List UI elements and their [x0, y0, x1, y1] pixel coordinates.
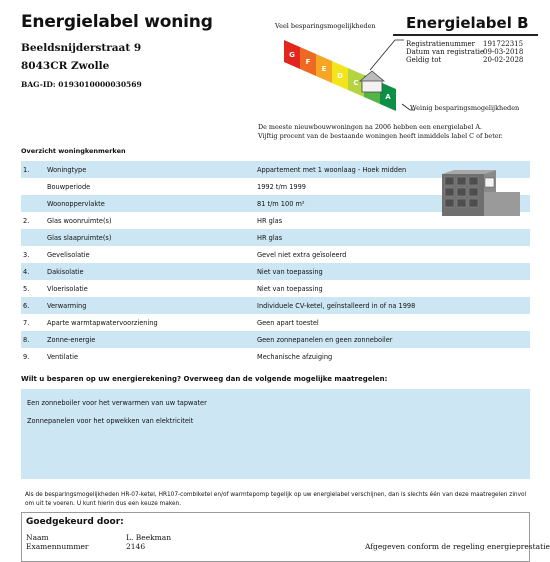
row-value: Appartement met 1 woonlaag - Hoek midden [257, 165, 407, 174]
bag-id: BAG-ID: 0193010000030569 [21, 80, 142, 89]
row-label: Zonne-energie [47, 335, 96, 344]
energy-letter: A [385, 93, 391, 101]
energy-letter: F [305, 58, 311, 66]
row-label: Gevelisolatie [47, 250, 90, 259]
approved-title: Goedgekeurd door: [26, 517, 124, 527]
row-number: 7. [23, 318, 30, 327]
info-label: Datum van registratie [406, 48, 485, 56]
info-date [406, 48, 524, 56]
row-label: Verwarming [47, 301, 87, 310]
info-valid [406, 56, 524, 64]
row-value: Mechanische afzuiging [257, 352, 333, 361]
row-label: Ventilatie [47, 352, 78, 361]
label-note: De meeste nieuwbouwwoningen na 2006 hebben een energielabel A. Vijftig procent van de bestaande woningen heeft inmiddels label C of beter. [258, 123, 503, 140]
energy-letter: C [353, 79, 359, 87]
row-label: Vloerisolatie [47, 284, 88, 293]
table-row [21, 263, 530, 280]
row-value: HR glas [257, 216, 283, 225]
title-divider [393, 34, 538, 36]
table-row [21, 297, 530, 314]
row-number: 8. [23, 335, 30, 344]
row-label: Woonoppervlakte [47, 199, 105, 208]
info-value: 09-03-2018 [483, 48, 524, 56]
house-icon [360, 71, 384, 92]
info-value: 20-02-2028 [483, 56, 524, 64]
row-label: Glas slaapruimte(s) [47, 233, 112, 242]
table-row [21, 280, 530, 297]
apartment-building-icon [440, 168, 524, 218]
row-label: Bouwperiode [47, 182, 91, 191]
name-label: Naam [26, 533, 49, 542]
row-label: Aparte warmtapwatervoorziening [47, 318, 158, 327]
footnote: Als de besparingsmogelijkheden HR-07-ketel, HR107-combiketel en/of warmtepomp tegelijk op uw energielabel verschijnen, dan is slechts één van deze maatregelen zinvol om uit te voeren. U kunt hierin dus een keuze maken. [25, 492, 527, 507]
row-value: 1992 t/m 1999 [257, 182, 306, 191]
page-title: Energielabel woning [21, 12, 213, 32]
table-row [21, 314, 530, 331]
advice-box [21, 389, 530, 479]
info-value: 191722315 [483, 40, 524, 48]
address-city: 8043CR Zwolle [21, 60, 110, 72]
row-number: 5. [23, 284, 30, 293]
energy-letter: D [337, 72, 343, 80]
row-number: 6. [23, 301, 30, 310]
address-street: Beeldsnijderstraat 9 [21, 42, 142, 54]
row-number: 2. [23, 216, 30, 225]
table-row [21, 246, 530, 263]
table-row [21, 229, 530, 246]
row-number: 3. [23, 250, 30, 259]
pointer-line [370, 40, 404, 70]
row-label: Woningtype [47, 165, 87, 174]
row-number: 4. [23, 267, 30, 276]
row-label: Dakisolatie [47, 267, 84, 276]
table-row [21, 331, 530, 348]
exam-label: Examennummer [26, 542, 89, 551]
row-value: Individuele CV-ketel, geïnstalleerd in of na 1998 [257, 301, 416, 310]
row-value: Niet van toepassing [257, 267, 323, 276]
name-value: L. Beekman [126, 533, 172, 542]
advice-item: Een zonneboiler voor het verwarmen van uw tapwater [27, 399, 207, 407]
advice-question: Wilt u besparen op uw energierekening? Overweeg dan de volgende mogelijke maatregelen: [21, 375, 388, 383]
row-value: Geen zonnepanelen en geen zonneboiler [257, 335, 393, 344]
advice-item: Zonnepanelen voor het opwekken van elektriciteit [27, 417, 194, 425]
overview-title: Overzicht woningkenmerken [21, 147, 126, 155]
energy-label-title: Energielabel B [406, 14, 529, 32]
energy-letter: G [289, 51, 295, 59]
row-value: Geen apart toestel [257, 318, 319, 327]
scale-bottom-text: Weinig besparingsmogelijkheden [410, 104, 520, 112]
row-value: HR glas [257, 233, 283, 242]
row-number: 1. [23, 165, 30, 174]
row-label: Glas woonruimte(s) [47, 216, 112, 225]
scale-top-text: Veel besparingsmogelijkheden [275, 22, 376, 30]
approved-right-text: Afgegeven conform de regeling energieprestatie [365, 542, 550, 551]
row-value: 81 t/m 100 m² [257, 199, 305, 208]
row-number: 9. [23, 352, 30, 361]
energy-letter: E [321, 65, 327, 73]
info-label: Registratienummer [406, 40, 476, 48]
info-label: Geldig tot [406, 56, 442, 64]
table-row [21, 348, 530, 365]
exam-value: 2146 [126, 542, 146, 551]
row-value: Gevel niet extra geïsoleerd [257, 250, 347, 259]
info-registration [406, 40, 524, 48]
row-value: Niet van toepassing [257, 284, 323, 293]
energy-bars [284, 40, 396, 111]
